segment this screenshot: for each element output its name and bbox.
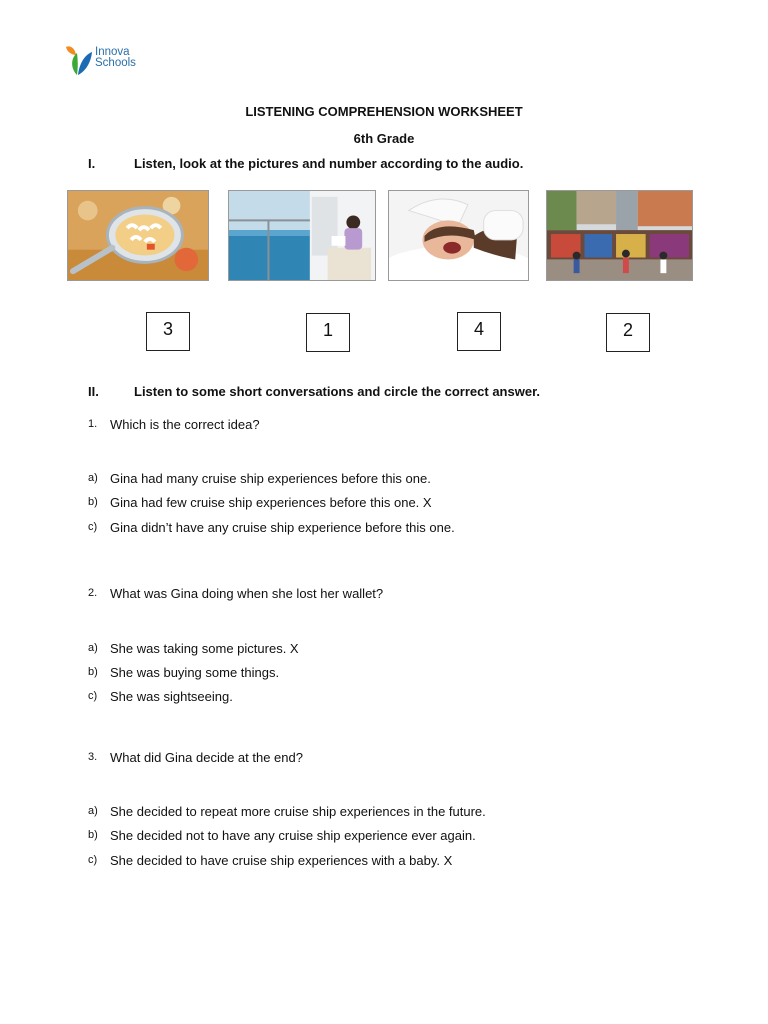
answer-box-1[interactable]: 3 [146, 312, 190, 351]
question-text: Which is the correct idea? [110, 417, 260, 432]
question-1-option-a[interactable] [88, 471, 728, 489]
option-letter: a) [88, 642, 98, 654]
option-text: She was taking some pictures. X [110, 641, 299, 656]
question-3-option-b[interactable] [88, 828, 728, 846]
logo-wordmark: Innova Schools [95, 46, 136, 69]
grade-label: 6th Grade [353, 131, 415, 146]
option-text: She decided to repeat more cruise ship experiences in the future. [110, 804, 486, 819]
section-1-instruction: Listen, look at the pictures and number according to the audio. [134, 156, 524, 171]
option-letter: a) [88, 805, 98, 817]
question-number: 3. [88, 751, 98, 763]
question-number: 1. [88, 418, 98, 430]
picture-woman-on-ship-balcony [228, 190, 376, 281]
question-2-option-b[interactable] [88, 665, 728, 683]
question-text: What was Gina doing when she lost her wallet? [110, 586, 384, 601]
option-text: Gina had many cruise ship experiences before this one. [110, 471, 431, 486]
answer-box-2[interactable]: 1 [306, 313, 350, 352]
section-1-numeral: I. [88, 156, 96, 171]
option-letter: a) [88, 472, 98, 484]
option-letter: c) [88, 854, 98, 866]
question-1 [88, 417, 728, 435]
question-2-option-c[interactable] [88, 689, 728, 707]
worksheet-title: LISTENING COMPREHENSION WORKSHEET [245, 104, 523, 119]
innova-schools-logo [64, 43, 144, 79]
option-letter: b) [88, 666, 98, 678]
question-text: What did Gina decide at the end? [110, 750, 303, 765]
answer-box-3[interactable]: 4 [457, 312, 501, 351]
option-text: She was sightseeing. [110, 689, 233, 704]
question-3 [88, 750, 728, 768]
option-letter: b) [88, 496, 98, 508]
section-2-instruction: Listen to some short conversations and circle the correct answer. [134, 384, 541, 399]
question-2 [88, 586, 728, 604]
question-1-option-c[interactable] [88, 520, 728, 538]
option-letter: c) [88, 690, 98, 702]
option-letter: b) [88, 829, 98, 841]
question-3-option-c[interactable] [88, 853, 728, 871]
question-3-option-a[interactable] [88, 804, 728, 822]
option-text: She decided not to have any cruise ship experience ever again. [110, 828, 476, 843]
option-text: She decided to have cruise ship experiences with a baby. X [110, 853, 453, 868]
question-1-option-b[interactable] [88, 495, 728, 513]
section-2-numeral: II. [88, 384, 99, 399]
question-number: 2. [88, 587, 98, 599]
option-text: Gina didn’t have any cruise ship experience before this one. [110, 520, 455, 535]
picture-street-market [546, 190, 693, 281]
picture-alphabet-soup [67, 190, 209, 281]
section-1-heading [88, 156, 688, 174]
answer-box-4[interactable]: 2 [606, 313, 650, 352]
question-2-option-a[interactable] [88, 641, 728, 659]
picture-woman-covering-ears [388, 190, 529, 281]
leaf-logo-icon [64, 43, 94, 77]
option-text: She was buying some things. [110, 665, 280, 680]
option-text: Gina had few cruise ship experiences before this one. X [110, 495, 432, 510]
option-letter: c) [88, 521, 98, 533]
section-2-heading [88, 384, 688, 402]
